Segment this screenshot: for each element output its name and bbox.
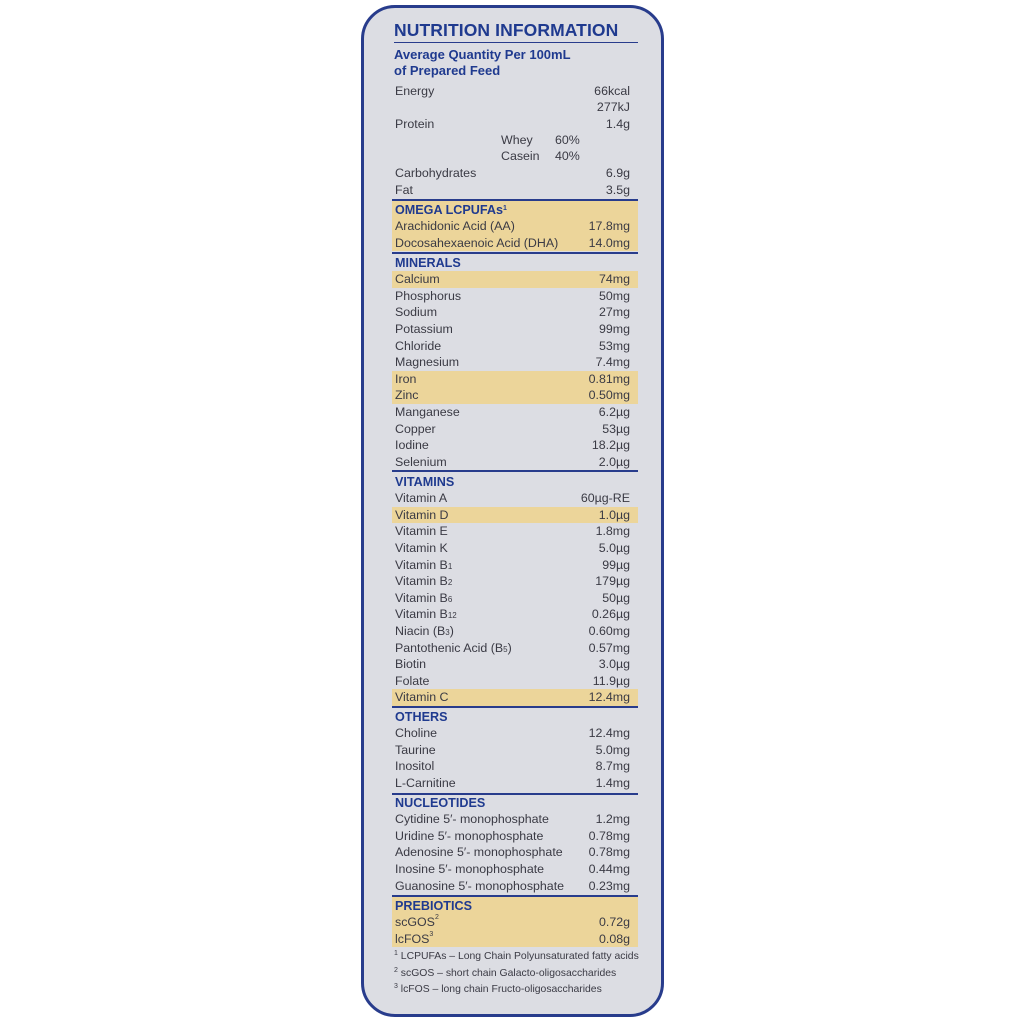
nutrient-value: 17.8mg: [588, 219, 630, 234]
nutrient-label: Guanosine 5′- monophosphate: [395, 878, 565, 893]
nutrient-value: 12.4mg: [588, 690, 630, 705]
nutrient-value: 0.78mg: [588, 828, 630, 843]
nutrient-label: Chloride: [395, 338, 442, 353]
nutrient-value: 11.9µg: [592, 673, 630, 688]
nutrient-label: Zinc: [395, 388, 419, 403]
nutrient-label: Niacin (B3): [395, 624, 454, 639]
nutrient-row: [392, 304, 638, 321]
nutrient-label: Fat: [395, 183, 413, 198]
nutrient-label: Adenosine 5′- monophosphate: [395, 845, 563, 860]
nutrient-label: Vitamin B12: [395, 607, 457, 622]
nutrient-label: Uridine 5′- monophosphate: [395, 828, 544, 843]
nutrient-row: [392, 540, 638, 557]
nutrient-value: 7.4mg: [595, 355, 630, 370]
nutrient-label: Pantothenic Acid (B5): [395, 640, 512, 655]
nutrient-label: Potassium: [395, 322, 453, 337]
nutrient-row: [392, 454, 638, 471]
nutrient-row: [392, 218, 638, 235]
nutrient-row: [392, 420, 638, 437]
nutrient-row: [392, 556, 638, 573]
nutrient-label: Docosahexaenoic Acid (DHA): [395, 235, 559, 250]
nutrient-row: [392, 590, 638, 607]
nutrient-row: [392, 811, 638, 828]
nutrient-value: 5.0µg: [598, 541, 630, 556]
nutrient-value: 0.60mg: [588, 624, 630, 639]
casein-label: Casein: [501, 149, 540, 163]
nutrient-value: 14.0mg: [588, 235, 630, 250]
nutrient-row: [392, 639, 638, 656]
nutrient-value: 6.9g: [605, 166, 630, 181]
nutrient-row: [392, 758, 638, 775]
nutrient-label: Taurine: [395, 742, 436, 757]
footnote: $^3$ lcFOS – long chain Fructo-oligosaccharides: [394, 983, 602, 995]
nutrient-row: [392, 404, 638, 421]
page-title: NUTRITION INFORMATION: [394, 20, 619, 40]
nutrient-value: 1.4g: [605, 117, 630, 132]
nutrient-row: [392, 235, 638, 252]
nutrient-row: [392, 775, 638, 792]
footnote: $^2$ scGOS – short chain Galacto-oligosaccharides: [394, 966, 617, 979]
nutrient-value: 277kJ: [596, 100, 630, 115]
nutrient-row: [392, 725, 638, 742]
nutrient-label: Iodine: [395, 438, 429, 453]
section-heading-others: OTHERS: [395, 709, 448, 724]
nutrient-row: [392, 437, 638, 454]
nutrient-row: [392, 387, 638, 404]
whey-label: Whey: [501, 133, 533, 147]
title-underline: [394, 42, 638, 43]
nutrient-value: 53mg: [599, 338, 630, 353]
nutrient-row: [392, 828, 638, 845]
nutrient-label: Magnesium: [395, 355, 460, 370]
nutrient-row: [392, 288, 638, 305]
nutrient-value: 60µg-RE: [580, 491, 630, 506]
nutrient-label: Choline: [395, 726, 438, 741]
nutrient-value: 0.23mg: [588, 878, 630, 893]
nutrient-row: [392, 673, 638, 690]
nutrient-value: 18.2µg: [591, 438, 630, 453]
nutrient-label: Calcium: [395, 272, 440, 287]
nutrient-label: L-Carnitine: [395, 776, 456, 791]
nutrient-label: Vitamin B2: [395, 574, 453, 589]
nutrient-value: 1.0µg: [598, 507, 630, 522]
fat-row: [392, 182, 638, 199]
nutrient-value: 50mg: [599, 288, 630, 303]
nutrient-value: 0.81mg: [588, 371, 630, 386]
nutrient-value: 0.57mg: [588, 640, 630, 655]
nutrient-row: [392, 573, 638, 590]
section-heading-nucleotides: NUCLEOTIDES: [395, 795, 486, 810]
nutrient-row: [392, 877, 638, 894]
protein-row: [392, 116, 638, 133]
nutrient-label: Vitamin K: [395, 541, 448, 556]
nutrient-value: 0.50mg: [588, 388, 630, 403]
nutrient-row: [392, 507, 638, 524]
section-heading-prebiotics: PREBIOTICS: [392, 897, 638, 914]
casein-value: 40%: [555, 149, 580, 163]
nutrient-label: Manganese: [395, 405, 460, 420]
nutrient-value: 0.78mg: [588, 845, 630, 860]
nutrient-value: 8.7mg: [595, 759, 630, 774]
nutrient-label: Cytidine 5′- monophosphate: [395, 812, 549, 827]
nutrient-row: [392, 606, 638, 623]
nutrient-value: 1.2mg: [595, 812, 630, 827]
nutrient-label: Protein: [395, 117, 435, 132]
nutrient-row: [392, 337, 638, 354]
section-heading-vitamins: VITAMINS: [395, 474, 455, 489]
nutrient-value: 5.0mg: [595, 742, 630, 757]
nutrient-value: 1.4mg: [595, 776, 630, 791]
nutrient-value: 12.4mg: [588, 726, 630, 741]
nutrient-label: scGOS$^2$: [395, 914, 439, 930]
section-heading-minerals: MINERALS: [395, 255, 461, 270]
nutrient-value: 6.2µg: [598, 405, 630, 420]
footnote-marker: 1: [503, 205, 507, 212]
subtitle-line2: of Prepared Feed: [394, 63, 501, 78]
section-divider: [392, 470, 638, 472]
nutrient-label: Selenium: [395, 454, 447, 469]
nutrient-label: Energy: [395, 84, 435, 99]
nutrient-value: 0.26µg: [591, 607, 630, 622]
nutrient-row: [392, 271, 638, 288]
nutrient-value: 0.72g: [598, 915, 630, 930]
energy-row: [392, 83, 638, 100]
nutrient-label: Vitamin B1: [395, 557, 453, 572]
nutrient-row: [392, 354, 638, 371]
nutrient-row: [392, 861, 638, 878]
section-heading-omega: [392, 201, 638, 218]
nutrient-value: 66kcal: [594, 84, 630, 99]
nutrient-label: Vitamin E: [395, 524, 448, 539]
nutrient-row: [392, 321, 638, 338]
nutrient-value: 74mg: [599, 272, 630, 287]
nutrient-label: Arachidonic Acid (AA): [395, 219, 515, 234]
nutrient-value: 27mg: [599, 305, 630, 320]
nutrient-row: [392, 914, 638, 931]
nutrient-row: [392, 490, 638, 507]
nutrient-row: [392, 623, 638, 640]
whey-value: 60%: [555, 133, 580, 147]
nutrient-row: [392, 689, 638, 706]
nutrient-value: 50µg: [602, 590, 630, 605]
energy-kj-row: [392, 99, 638, 116]
nutrient-label: Copper: [395, 421, 436, 436]
nutrient-label: Vitamin B6: [395, 590, 453, 605]
nutrient-value: 0.44mg: [588, 862, 630, 877]
nutrient-value: 3.5g: [605, 183, 630, 198]
nutrient-value: 99mg: [599, 322, 630, 337]
nutrient-label: Vitamin A: [395, 491, 448, 506]
nutrient-value: 0.08g: [598, 931, 630, 946]
nutrient-row: [392, 371, 638, 388]
nutrient-value: 99µg: [602, 557, 630, 572]
nutrient-row: [392, 656, 638, 673]
nutrient-value: 179µg: [595, 574, 630, 589]
nutrient-label: Carbohydrates: [395, 166, 477, 181]
nutrient-label: Folate: [395, 673, 430, 688]
nutrient-label: Biotin: [395, 657, 426, 672]
nutrient-label: Inositol: [395, 759, 435, 774]
nutrient-label: Inosine 5′- monophosphate: [395, 862, 545, 877]
nutrient-value: 53µg: [602, 421, 630, 436]
nutrient-label: Phosphorus: [395, 288, 462, 303]
nutrient-row: [392, 742, 638, 759]
subtitle-line1: Average Quantity Per 100mL: [394, 47, 571, 62]
nutrient-value: 3.0µg: [598, 657, 630, 672]
footnote: $^1$ LCPUFAs – Long Chain Polyunsaturated fatty acids: [394, 950, 639, 962]
nutrient-row: [392, 844, 638, 861]
carbohydrates-row: [392, 165, 638, 182]
nutrient-label: Vitamin D: [395, 507, 449, 522]
nutrient-value: 1.8mg: [595, 524, 630, 539]
nutrient-label: Sodium: [395, 305, 438, 320]
nutrient-value: 2.0µg: [598, 454, 630, 469]
section-title: OMEGA LCPUFAs: [395, 202, 503, 217]
nutrient-row: [392, 523, 638, 540]
nutrient-label: lcFOS$^3$: [395, 930, 434, 946]
nutrient-label: Iron: [395, 371, 417, 386]
nutrient-label: Vitamin C: [395, 690, 449, 705]
nutrient-row: [392, 931, 638, 948]
